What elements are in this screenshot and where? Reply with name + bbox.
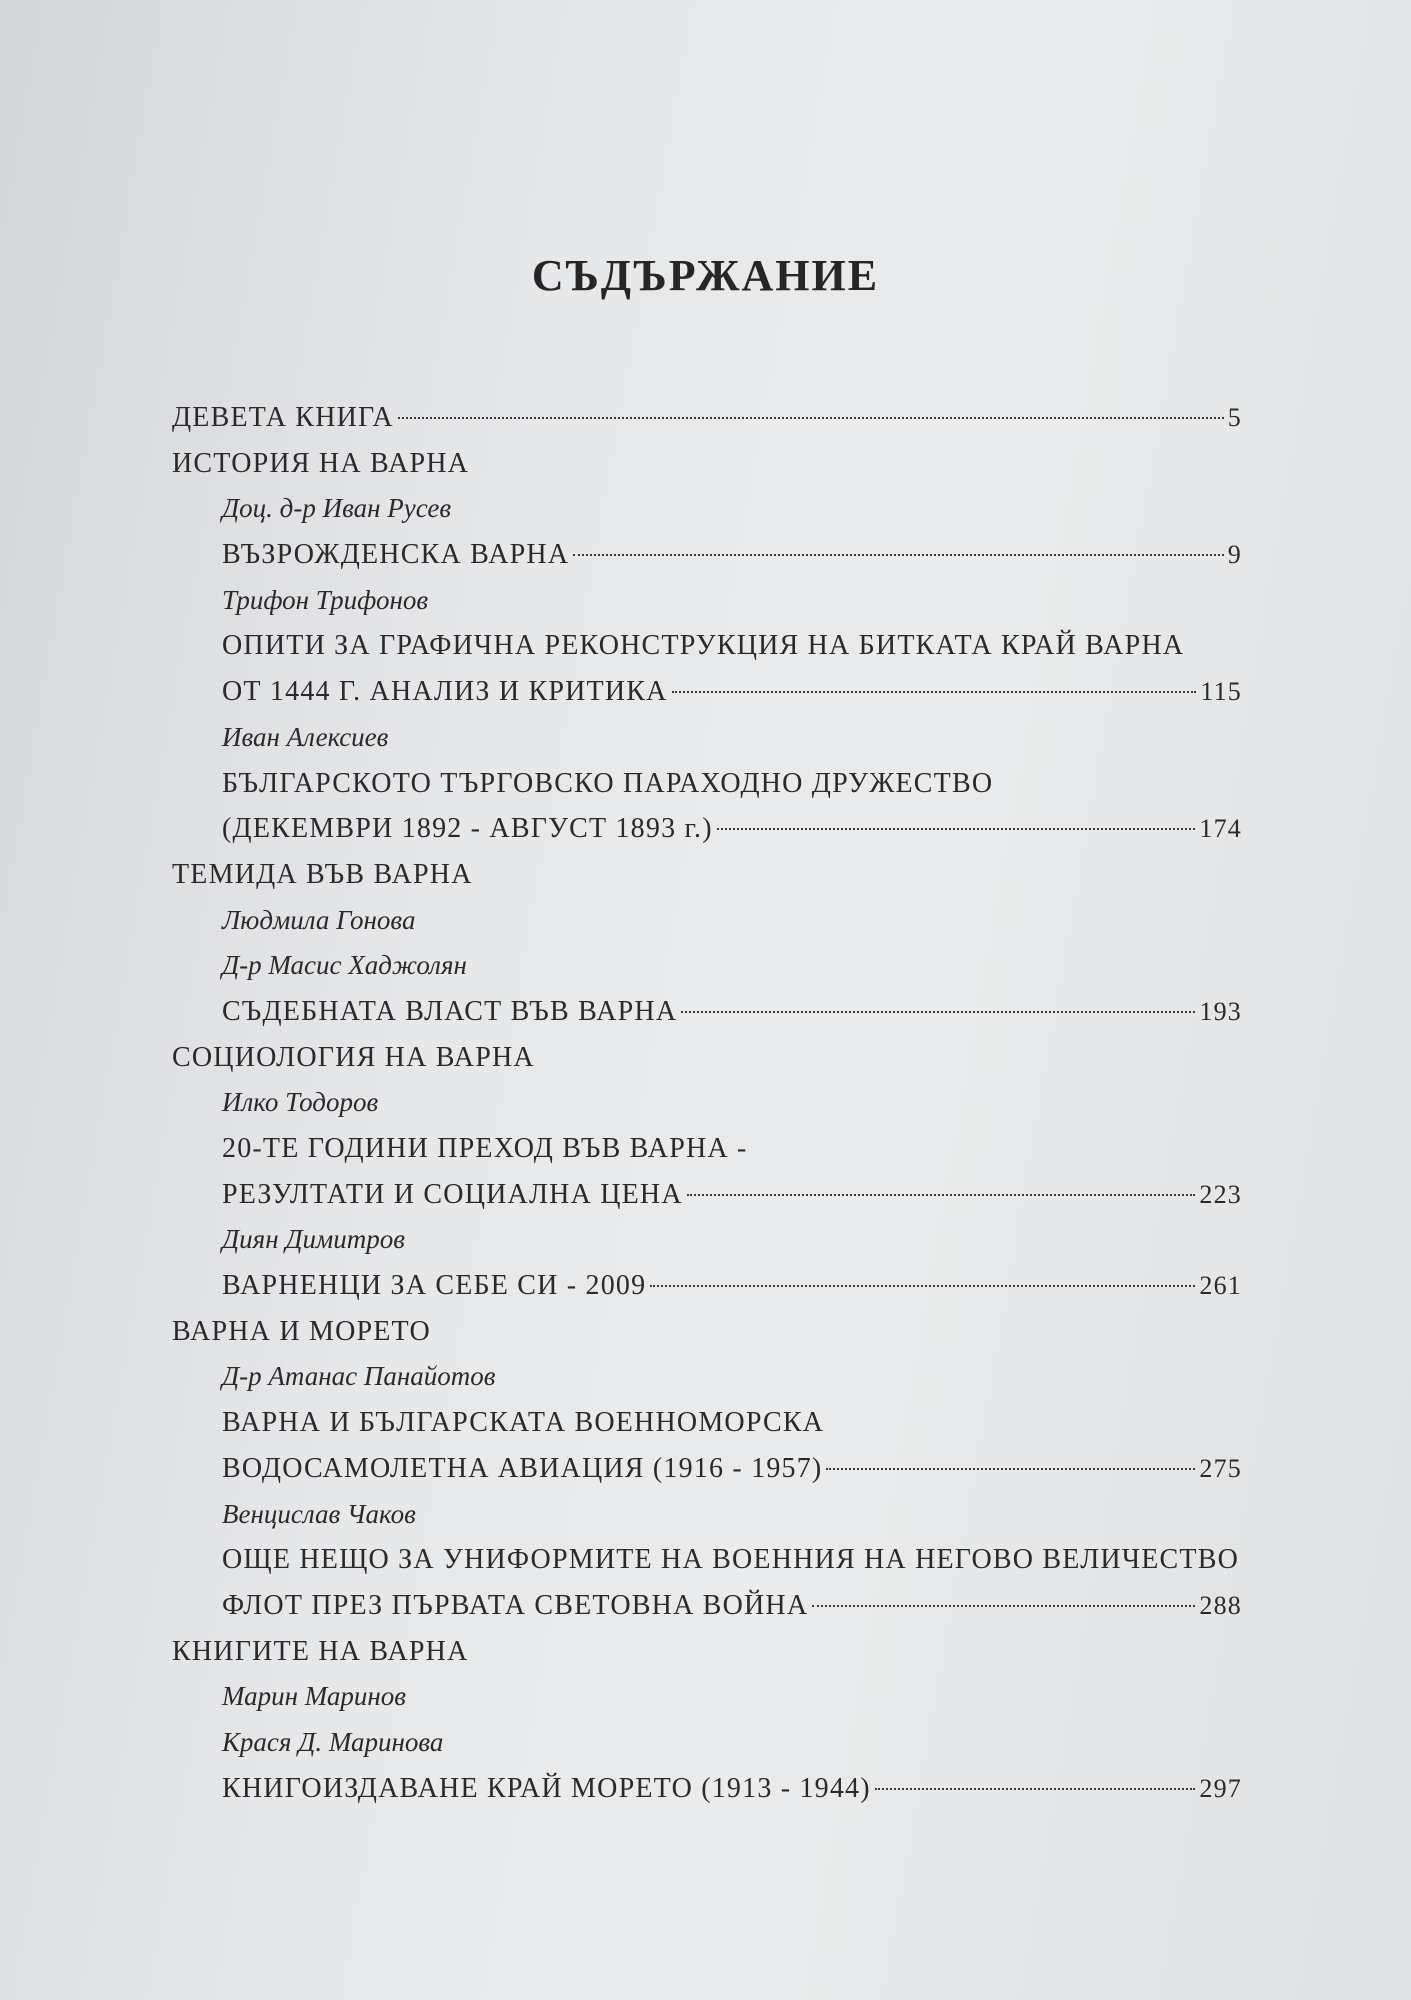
toc-article-text: СЪДЕБНАТА ВЛАСТ ВЪВ ВАРНА <box>222 995 678 1027</box>
dot-leader <box>672 691 1197 693</box>
dot-leader <box>681 1011 1195 1013</box>
toc-article-text: ФЛОТ ПРЕЗ ПЪРВАТА СВЕТОВНА ВОЙНА <box>222 1589 809 1621</box>
toc-article <box>172 1263 1242 1309</box>
toc-author-text: Трифон Трифонов <box>222 584 429 615</box>
dot-leader <box>398 417 1224 419</box>
dot-leader <box>826 1468 1195 1470</box>
toc-article-text: ВОДОСАМОЛЕТНА АВИАЦИЯ (1916 - 1957) <box>222 1452 823 1484</box>
toc-article <box>172 1172 1242 1218</box>
toc-author <box>172 898 1242 944</box>
toc-article-text: ОПИТИ ЗА ГРАФИЧНА РЕКОНСТРУКЦИЯ НА БИТКАТА КРАЙ ВАРНА <box>222 630 1185 662</box>
toc-article-text: ВАРНА И БЪЛГАРСКАТА ВОЕННОМОРСКА <box>222 1407 825 1439</box>
page-number: 288 <box>1199 1590 1242 1620</box>
toc-article <box>172 669 1242 715</box>
page-number: 9 <box>1227 540 1242 570</box>
toc-section <box>172 1629 1242 1675</box>
toc-author-text: Д-р Масис Хаджолян <box>222 950 467 981</box>
toc-article <box>172 1537 1242 1583</box>
page-number: 261 <box>1199 1271 1242 1301</box>
toc-article <box>172 1446 1242 1492</box>
toc-author-text: Марин Маринов <box>222 1681 406 1712</box>
toc-author-text: Д-р Атанас Панайотов <box>222 1361 496 1392</box>
toc-section <box>172 852 1242 898</box>
toc-section <box>172 1309 1242 1355</box>
page-number: 275 <box>1199 1453 1242 1483</box>
toc-section-text: СОЦИОЛОГИЯ НА ВАРНА <box>172 1041 535 1073</box>
toc-article <box>172 623 1242 669</box>
toc-author <box>172 1080 1242 1126</box>
toc-author <box>172 1354 1242 1400</box>
toc-article <box>172 1400 1242 1446</box>
toc-article-text: ВЪЗРОЖДЕНСКА ВАРНА <box>222 539 570 571</box>
toc-article-text: ОТ 1444 Г. АНАЛИЗ И КРИТИКА <box>222 676 668 708</box>
toc-section-text: ДЕВЕТА КНИГА <box>172 402 394 433</box>
toc-author <box>172 578 1242 624</box>
page-number: 115 <box>1200 677 1242 707</box>
toc-author <box>172 486 1242 532</box>
toc-section-text: КНИГИТЕ НА ВАРНА <box>172 1635 469 1667</box>
toc-article-text: ВАРНЕНЦИ ЗА СЕБЕ СИ - 2009 <box>222 1270 647 1302</box>
toc-article <box>172 1126 1242 1172</box>
toc-article-text: РЕЗУЛТАТИ И СОЦИАЛНА ЦЕНА <box>222 1178 683 1210</box>
toc-article-text: (ДЕКЕМВРИ 1892 - АВГУСТ 1893 г.) <box>222 813 713 845</box>
toc-article-text: КНИГОИЗДАВАНЕ КРАЙ МОРЕТО (1913 - 1944) <box>222 1772 871 1804</box>
table-of-contents <box>172 395 1242 1811</box>
page-number: 223 <box>1199 1179 1242 1209</box>
toc-author <box>172 943 1242 989</box>
toc-author-text: Крася Д. Маринова <box>222 1726 444 1757</box>
toc-article <box>172 806 1242 852</box>
toc-section-text: ВАРНА И МОРЕТО <box>172 1315 431 1347</box>
dot-leader <box>573 554 1224 556</box>
page-title: СЪДЪРЖАНИЕ <box>531 251 880 300</box>
dot-leader <box>650 1285 1195 1287</box>
dot-leader <box>687 1194 1196 1196</box>
toc-author-text: Иван Алексиев <box>222 721 389 752</box>
toc-author-text: Доц. д-р Иван Русев <box>222 493 452 524</box>
toc-author <box>172 1674 1242 1720</box>
toc-author <box>172 1217 1242 1263</box>
page-number: 297 <box>1199 1773 1242 1803</box>
toc-author <box>172 1720 1242 1766</box>
toc-article <box>172 1583 1242 1629</box>
toc-article <box>172 532 1242 578</box>
toc-author-text: Людмила Гонова <box>222 904 416 935</box>
toc-article-text: 20-ТЕ ГОДИНИ ПРЕХОД ВЪВ ВАРНА - <box>222 1133 748 1164</box>
page-number: 174 <box>1199 814 1242 844</box>
toc-article <box>172 1766 1242 1812</box>
toc-section <box>172 1035 1242 1081</box>
toc-article <box>172 761 1242 807</box>
page-number: 5 <box>1227 403 1242 432</box>
toc-article-text: БЪЛГАРСКОТО ТЪРГОВСКО ПАРАХОДНО ДРУЖЕСТВО <box>222 767 994 799</box>
toc-article-text: ОЩЕ НЕЩО ЗА УНИФОРМИТЕ НА ВОЕННИЯ НА НЕГОВО ВЕЛИЧЕСТВО <box>222 1544 1240 1576</box>
toc-section <box>172 395 1242 441</box>
toc-section-text: ТЕМИДА ВЪВ ВАРНА <box>172 858 473 890</box>
toc-author-text: Илко Тодоров <box>222 1087 379 1118</box>
dot-leader <box>875 1788 1196 1790</box>
dot-leader <box>717 828 1196 830</box>
toc-section-text: ИСТОРИЯ НА ВАРНА <box>172 447 470 479</box>
toc-author <box>172 715 1242 761</box>
toc-section <box>172 441 1242 487</box>
page-number: 193 <box>1199 996 1242 1026</box>
dot-leader <box>812 1605 1195 1607</box>
toc-author-text: Венцислав Чаков <box>222 1498 416 1529</box>
toc-author-text: Диян Димитров <box>222 1224 406 1255</box>
toc-article <box>172 989 1242 1035</box>
toc-author <box>172 1492 1242 1538</box>
